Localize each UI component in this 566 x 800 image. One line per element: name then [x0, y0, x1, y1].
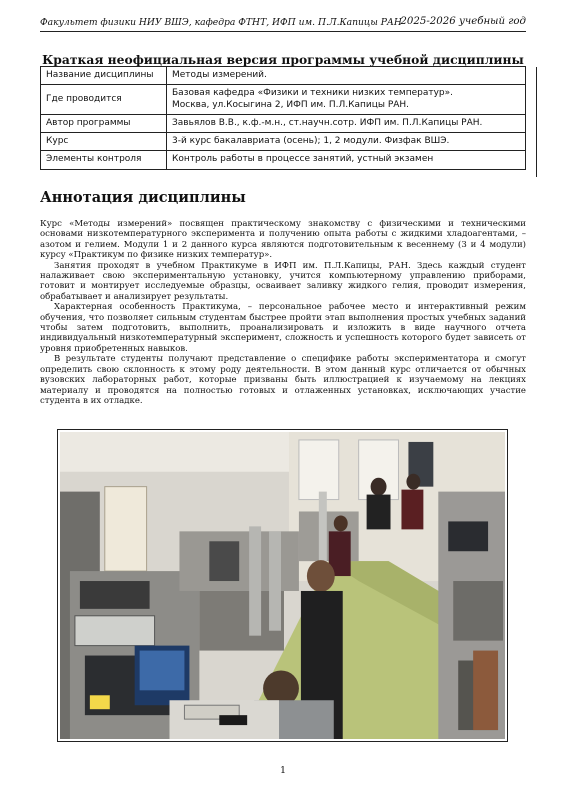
- row-key: Курс: [41, 133, 167, 151]
- paragraph: Характерная особенность Практикума, – персональное рабочее место и интерактивный режим обучения, что позволяет сильным студентам быстрее пройти этап выполнения простых учебных заданий чтобы затем подготовить, выполнить, проанализировать и изложить в виде научного отчета индивидуальный низкотемпературный эксперимент, сложность и успешность которого будет зависеть от уровня приобретенных навыков.: [40, 302, 526, 354]
- row-value: 3-й курс бакалавриата (осень); 1, 2 модули. Физфак ВШЭ.: [167, 133, 526, 151]
- lab-photo: [57, 429, 508, 742]
- row-key: Где проводится: [41, 85, 167, 115]
- row-value: Контроль работы в процессе занятий, устный экзамен: [167, 151, 526, 169]
- row-value: [167, 85, 526, 115]
- header-affiliation: Факультет физики НИУ ВШЭ, кафедра ФТНТ, ИФП им. П.Л.Капицы РАН: [40, 17, 402, 28]
- table-row: [41, 114, 526, 132]
- annotation-body: [40, 219, 526, 406]
- margin-rule: [536, 67, 537, 177]
- annotation-heading: Аннотация дисциплины: [40, 189, 246, 206]
- row-value: Методы измерений.: [167, 67, 526, 85]
- row-key: Автор программы: [41, 114, 167, 132]
- header-academic-year: 2025-2026 учебный год: [400, 16, 526, 27]
- paragraph: Курс «Методы измерений» посвящен практическому знакомству с физическими и техническими основами низкотемпературного эксперимента и получению опыта работы с жидкими хладоагентами, – азотом и гелием. Модули 1 и 2 данного курса являются подготовительным к весеннему (3 и 4 модули) курсу «Практикум по физике низких температур».: [40, 219, 526, 261]
- table-row: [41, 151, 526, 169]
- row-key: Элементы контроля: [41, 151, 167, 169]
- running-header: [40, 15, 526, 32]
- table-row: [41, 85, 526, 115]
- paragraph: Занятия проходят в учебном Практикуме в ИФП им. П.Л.Капицы, РАН. Здесь каждый студент налаживает свою экспериментальную установку, учится компьютерному управлению приборами, готовит и монтирует исследуемые образцы, осваивает заливку жидкого гелия, проводит измерения, обрабатывает и анализирует результаты.: [40, 260, 526, 302]
- table-row: [41, 67, 526, 85]
- lab-photo-illustration: [60, 432, 505, 739]
- row-value: Завьялов В.В., к.ф.-м.н., ст.научн.сотр. ИФП им. П.Л.Капицы РАН.: [167, 114, 526, 132]
- page-number: 1: [279, 765, 287, 776]
- row-value-line: Москва, ул.Косыгина 2, ИФП им. П.Л.Капицы РАН.: [172, 99, 410, 110]
- table-row: [41, 133, 526, 151]
- info-table-title: Краткая неофициальная версия программы учебной дисциплины: [42, 52, 524, 67]
- course-info-table: [40, 66, 526, 170]
- row-key: Название дисциплины: [41, 67, 167, 85]
- paragraph: В результате студенты получают представление о специфике работы экспериментатора и смогут определить свою склонность к этому роду деятельности. В этом данный курс отличается от обычных вузовских лабораторных работ, которые призваны быть иллюстрацией к изучаемому на лекциях материалу и проводятся на полностью готовых и отлаженных установках, исключающих участие студента в их отладке.: [40, 354, 526, 406]
- row-value-line: Базовая кафедра «Физики и техники низких температур».: [172, 88, 454, 99]
